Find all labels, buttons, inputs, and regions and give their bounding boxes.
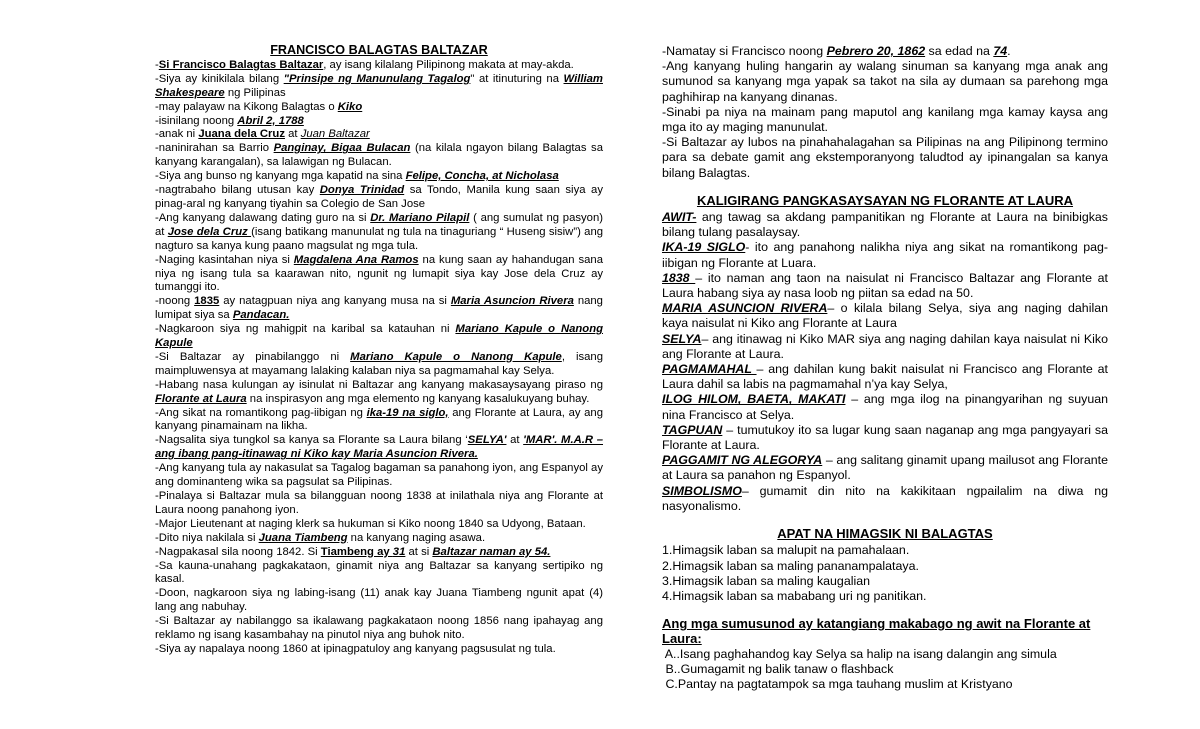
bio-cont-line-3: -Sinabi pa niya na mainam pang maputol ang kanilang mga kamay kaysa ang mga ito ay maging manunulat. <box>662 104 1108 135</box>
definition-item <box>662 301 1108 331</box>
bio-line-5: -anak ni Juana dela Cruz at Juan Baltazar <box>155 128 370 141</box>
definition-term: SELYA <box>662 331 702 346</box>
bio-line-15: -Ang sikat na romantikong pag-iibigan ng ika-19 na siglo, ang Florante at Laura, ay ang kanyang pinamainam na likha. <box>155 406 603 433</box>
choice-item: B..Gumagamit ng balik tanaw o flashback <box>662 661 894 676</box>
definition-item <box>662 332 1108 362</box>
himagsik-item: 2.Himagsik laban sa maling pananampalataya. <box>662 558 919 573</box>
bio-line-22: -Sa kauna-unahang pagkakataon, ginamit niya ang Baltazar sa kanyang sertipiko ng kasal. <box>155 559 603 586</box>
definition-item <box>662 484 1108 514</box>
bio-line-6: -naninirahan sa Barrio Panginay, Bigaa Bulacan (na kilala ngayon bilang Balagtas sa kanyang karangalan), sa lalawigan ng Bulacan. <box>155 142 603 169</box>
definition-term: 1838 <box>662 270 696 285</box>
bio-line-17: -Ang kanyang tula ay nakasulat sa Tagalog bagaman sa panahong iyon, ang Espanyol ay ang dominanteng wika sa pagsulat sa Pilipinas. <box>155 462 603 489</box>
katangian-heading: Ang mga sumusunod ay katangiang makabago ng awit na Florante at Laura: <box>662 616 1091 647</box>
definition-text: – ito naman ang taon na naisulat ni Francisco Baltazar ang Florante at Laura habang siya ay nasa loob ng piitan sa edad na 50. <box>662 270 1108 301</box>
definition-term: AWIT- <box>662 210 697 225</box>
biography-title: FRANCISCO BALAGTAS BALTAZAR <box>270 43 488 57</box>
definition-term: TAGPUAN <box>662 422 723 437</box>
definition-list <box>662 210 1108 514</box>
bio-cont-line-1: -Namatay si Francisco noong Pebrero 20, 1862 sa edad na 74. <box>662 44 1011 58</box>
definition-term: PAGGAMIT NG ALEGORYA <box>662 453 823 468</box>
bio-line-10: -Naging kasintahan niya si Magdalena Ana Ramos na kung saan ay hahandugan sana niya ng isang tula sa kaarawan nito, ngunit ng lumapit siya kay Jose dela Cruz ay tumanggi ito. <box>155 253 603 294</box>
definition-term: IKA-19 SIGLO <box>662 240 746 255</box>
definition-term: MARIA ASUNCION RIVERA <box>662 301 828 316</box>
bio-line-14: -Habang nasa kulungan ay isinulat ni Baltazar ang kanyang makasaysayang piraso ng Florante at Laura na inspirasyon ang mga elemento ng kanyang kasalukuyang buhay. <box>155 378 603 405</box>
definition-term: PAGMAMAHAL <box>662 362 757 377</box>
definition-text: – tumutukoy ito sa lugar kung saan naganap ang mga pangyayari sa Florante at Laura. <box>662 422 1108 453</box>
kaligirang-title: KALIGIRANG PANGKASAYSAYAN NG FLORANTE AT LAURA <box>696 192 1074 208</box>
definition-text: – ang dahilan kung bakit naisulat ni Francisco ang Florante at Laura dahil sa labis na pagmamahal n’ya kay Selya, <box>662 362 1108 392</box>
himagsik-item: 1.Himagsik laban sa malupit na pamahalaan. <box>662 543 910 558</box>
bio-line-25: -Siya ay napalaya noong 1860 at ipinagpatuloy ang kanyang pagsusulat ng tula. <box>155 642 556 655</box>
definition-term: ILOG HILOM, BAETA, MAKATI <box>662 392 846 407</box>
definition-term: SIMBOLISMO <box>662 483 742 498</box>
katangian-choices <box>662 647 1108 693</box>
choice-item: C.Pantay na pagtatampok sa mga tauhang muslim at Kristyano <box>662 676 1013 691</box>
definition-text: – gumamit din nito na kakikitaan ngpailalim na diwa ng nasyonalismo. <box>662 483 1108 513</box>
himagsik-item: 4.Himagsik laban sa mababang uri ng panitikan. <box>662 588 927 603</box>
definition-item <box>662 453 1108 483</box>
definition-item <box>662 392 1108 422</box>
definition-item <box>662 210 1108 240</box>
bio-line-4: -isinilang noong Abril 2, 1788 <box>155 114 304 127</box>
left-column <box>155 44 603 657</box>
bio-line-20: -Dito niya nakilala si Juana Tiambeng na kanyang naging asawa. <box>155 531 486 544</box>
definition-item <box>662 362 1108 392</box>
definition-text: - ito ang panahong nalikha niya ang sikat na romantikong pag-iibigan ng Florante at Luara. <box>662 240 1108 270</box>
bio-line-11: -noong 1835 ay natagpuan niya ang kanyang musa na si Maria Asuncion Rivera nang lumipat siya sa Pandacan. <box>155 295 603 322</box>
bio-line-3: -may palayaw na Kikong Balagtas o Kiko <box>155 100 363 113</box>
bio-cont-line-4: -Si Baltazar ay lubos na pinahahalagahan sa Pilipinas na ang Pilipinong termino para sa debate gamit ang ekstemporanyong taludtod ay ipinangalan sa kanya bilang Balagtas. <box>662 135 1108 180</box>
definition-item <box>662 423 1108 453</box>
himagsik-list <box>662 543 1108 604</box>
definition-text: – ang salitang ginamit upang mailusot ang Florante at Laura sa panahon ng Espanyol. <box>662 453 1108 483</box>
bio-line-19: -Major Lieutenant at naging klerk sa hukuman si Kiko noong 1840 sa Udyong, Bataan. <box>155 517 586 530</box>
bio-line-24: -Si Baltazar ay nabilanggo sa ikalawang pagkakataon noong 1856 nang ipahayag ang reklamo ng isang kasambahay na pinutol niya ang buhok nito. <box>155 615 603 642</box>
right-column <box>662 44 1108 692</box>
himagsik-title: APAT NA HIMAGSIK NI BALAGTAS <box>777 526 993 542</box>
definition-text: – o kilala bilang Selya, siya ang naging dahilan kaya naisulat ni Kiko ang Florante at Laura <box>662 301 1108 331</box>
himagsik-item: 3.Himagsik laban sa maling kaugalian <box>662 573 871 588</box>
choice-item: A..Isang paghahandog kay Selya sa halip na isang dalangin ang simula <box>662 646 1057 661</box>
definition-item <box>662 271 1108 301</box>
bio-line-16: -Nagsalita siya tungkol sa kanya sa Florante sa Laura bilang ‘SELYA' at 'MAR'. M.A.R – ang ibang pang-itinawag ni Kiko kay Maria Asuncion Rivera. <box>155 434 603 461</box>
bio-line-2: -Siya ay kinikilala bilang "Prinsipe ng Manunulang Tagalog" at itinuturing na William Shakespeare ng Pilipinas <box>155 72 603 99</box>
definition-item <box>662 240 1108 270</box>
definition-text: – ang itinawag ni Kiko MAR siya ang naging dahilan kaya naisulat ni Kiko ang Florante at Laura. <box>662 331 1108 361</box>
bio-line-7: -Siya ang bunso ng kanyang mga kapatid na sina Felipe, Concha, at Nicholasa <box>155 170 559 183</box>
bio-line-1: -Si Francisco Balagtas Baltazar, ay isang kilalang Pilipinong makata at may-akda. <box>155 58 574 71</box>
bio-line-8: -nagtrabaho bilang utusan kay Donya Trinidad sa Tondo, Manila kung saan siya ay pinag-aral ng kanyang tiyahin sa Colegio de San Jose <box>155 184 603 210</box>
bio-line-9: -Ang kanyang dalawang dating guro na si Dr. Mariano Pilapil ( ang sumulat ng pasyon) at Jose dela Cruz (isang batikang manunulat ng tula na tinaguriang “ Huseng sisiw”) ang nagturo sa kanya kung paano magsulat ng mga tula. <box>155 211 604 252</box>
bio-line-13: -Si Baltazar ay pinabilanggo ni Mariano Kapule o Nanong Kapule, isang maimpluwensya at mayamang lalaking kalaban niya sa pagmamahal kay Selya. <box>155 350 603 377</box>
definition-text: ang tawag sa akdang pampanitikan ng Florante at Laura na binibigkas bilang tulang pasalaysay. <box>662 210 1108 240</box>
bio-line-18: -Pinalaya si Baltazar mula sa bilangguan noong 1838 at inilathala niya ang Florante at Laura noong panahong iyon. <box>155 490 603 516</box>
definition-text: – ang mga ilog na pinangyarihan ng suyuan nina Francisco at Selya. <box>662 392 1108 422</box>
bio-line-21: -Nagpakasal sila noong 1842. Si Tiambeng ay 31 at si Baltazar naman ay 54. <box>155 545 551 558</box>
bio-line-23: -Doon, nagkaroon siya ng labing-isang (11) anak kay Juana Tiambeng ngunit apat (4) lang ang nabuhay. <box>155 587 603 614</box>
bio-cont-line-2: -Ang kanyang huling hangarin ay walang sinuman sa kanyang mga anak ang sumunod sa kanyang mga yapak sa takot na sila ay dumaan sa parehong mga paghihirap na kanyang dinanas. <box>662 59 1108 104</box>
bio-line-12: -Nagkaroon siya ng mahigpit na karibal sa katauhan ni Mariano Kapule o Nanong Kapule <box>155 323 603 350</box>
